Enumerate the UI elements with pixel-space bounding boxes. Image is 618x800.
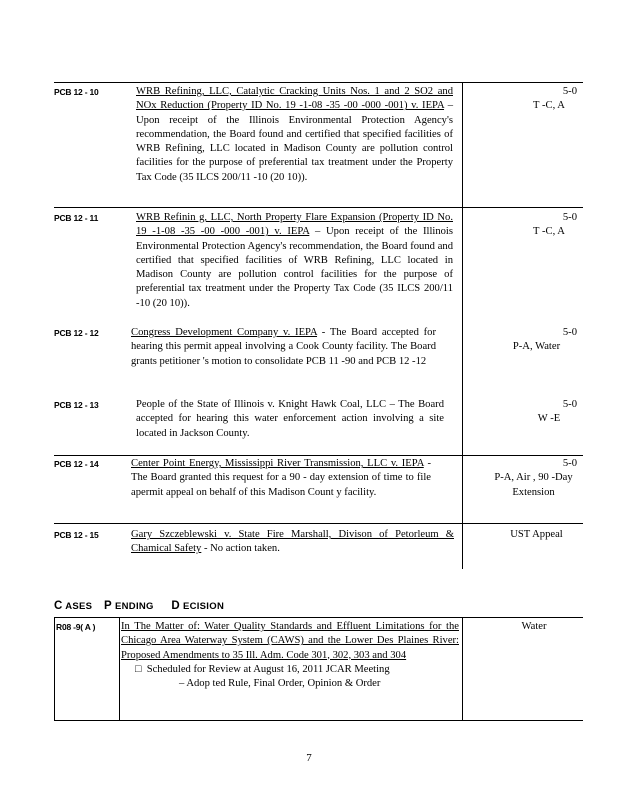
column-divider (462, 617, 463, 721)
pending-description (121, 620, 459, 691)
case-body: - The Board granted this request for a 90 - day extension of time to file apermit appeal on behalf of this Madison Count y facility. (131, 458, 431, 498)
column-divider (462, 82, 463, 569)
vote-count: 5-0 (562, 327, 577, 338)
case-title: Center Point Energy, Mississippi River Transmission, LLC v. IEPA (131, 458, 424, 469)
vote-cell (505, 211, 593, 240)
row-divider (54, 455, 583, 456)
vote-count: 5-0 (562, 86, 577, 97)
case-title: WRB Refinin g, LLC, North Property Flare Expansion (Property ID No. 19 -1-08 -35 -00 -000 -001) v. IEPA (136, 212, 453, 238)
section-heading: C ASES P ENDING D ECISION (54, 600, 225, 612)
case-number: PCB 12 - 14 (54, 459, 99, 469)
vote-cell (505, 85, 593, 114)
case-title: Gary Szczeblewski v. State Fire Marshall, Divison of Petorleum & Chamical Safety (131, 529, 454, 555)
pending-title: In The Matter of: Water Quality Standards and Effluent Limitations for the Chicago Area Waterway System (CAWS) and the Lower Des Plaines River: Proposed Amendments to 35 Ill. Adm. Code 301, 302, 303 and 304 (121, 621, 459, 661)
case-type: T -C, A (533, 100, 565, 112)
case-description (136, 398, 444, 441)
case-description (136, 85, 453, 185)
case-body: – Upon receipt of the Illinois Environmental Protection Agency's recommendation, the Board found and certified that specified facilities of WRB Refining, LLC located in Madison County are pollution control facilities for the purpose of preferential tax treatment under the Property Tax Code (35 ILCS 200/11 -10 (20 10)). (136, 100, 453, 183)
vote-count: 5-0 (562, 399, 577, 410)
case-type: T -C, A (533, 226, 565, 238)
case-body: - The Board accepted for hearing this permit appeal involving a Cook County facility. The Board grants petitioner 's motion to consolidate PCB 11 -90 and PCB 12 -12 (131, 327, 436, 367)
vote-cell (480, 528, 593, 542)
case-number: PCB 12 - 13 (54, 400, 99, 410)
table-top-border (54, 617, 583, 618)
row-divider (54, 523, 583, 524)
case-number: PCB 12 - 11 (54, 213, 99, 223)
pending-status (135, 663, 459, 677)
case-body: – Upon receipt of the Illinois Environmental Protection Agency's recommendation, the Board found and certified that specified facilities of WRB Refining, LLC located in Madison County are pollution control facilities for the purpose of preferential tax treatment under the Property Tax Code (35 ILCS 200/11 -10 (20 10)). (136, 226, 453, 309)
checkbox-icon: □ (135, 663, 142, 675)
row-divider (54, 82, 583, 83)
case-title: Congress Development Company v. IEPA (131, 327, 318, 338)
case-number: PCB 12 - 15 (54, 530, 99, 540)
row-divider (54, 207, 583, 208)
case-type: P-A, Air , 90 -Day Extension (494, 472, 573, 498)
case-number: PCB 12 - 12 (54, 328, 99, 338)
case-type: W -E (537, 413, 561, 425)
column-divider (119, 617, 120, 721)
case-number: PCB 12 - 10 (54, 87, 99, 97)
vote-cell (505, 398, 593, 427)
case-type: P-A, Water (512, 341, 561, 353)
case-description (131, 528, 454, 557)
pending-line-1: Scheduled for Review at August 16, 2011 JCAR Meeting (146, 663, 390, 675)
vote-count: 5-0 (562, 458, 577, 469)
case-body: People of the State of Illinois v. Knight Hawk Coal, LLC – The Board accepted for hearing this water enforcement action involving a site located in Jackson County. (136, 399, 444, 439)
case-description (131, 326, 436, 369)
pending-case-number: R08 -9( A ) (56, 622, 96, 632)
case-body: - No action taken. (201, 543, 280, 555)
page-number: 7 (306, 752, 312, 764)
table-left-border (54, 617, 55, 721)
vote-cell (480, 326, 593, 355)
case-title: WRB Refining, LLC, Catalytic Cracking Units Nos. 1 and 2 SO2 and NOx Reduction (Property ID No. 19 -1-08 -35 -00 -000 -001) v. IEPA (136, 86, 453, 112)
pending-type: Water (521, 621, 547, 632)
table-bottom-border (54, 720, 583, 721)
pending-line-2: – Adop ted Rule, Final Order, Opinion & Order (179, 678, 381, 690)
vote-count: 5-0 (562, 212, 577, 223)
case-type: UST Appeal (510, 529, 563, 540)
case-description (131, 457, 431, 500)
case-description (136, 211, 453, 311)
vote-cell (468, 457, 593, 500)
